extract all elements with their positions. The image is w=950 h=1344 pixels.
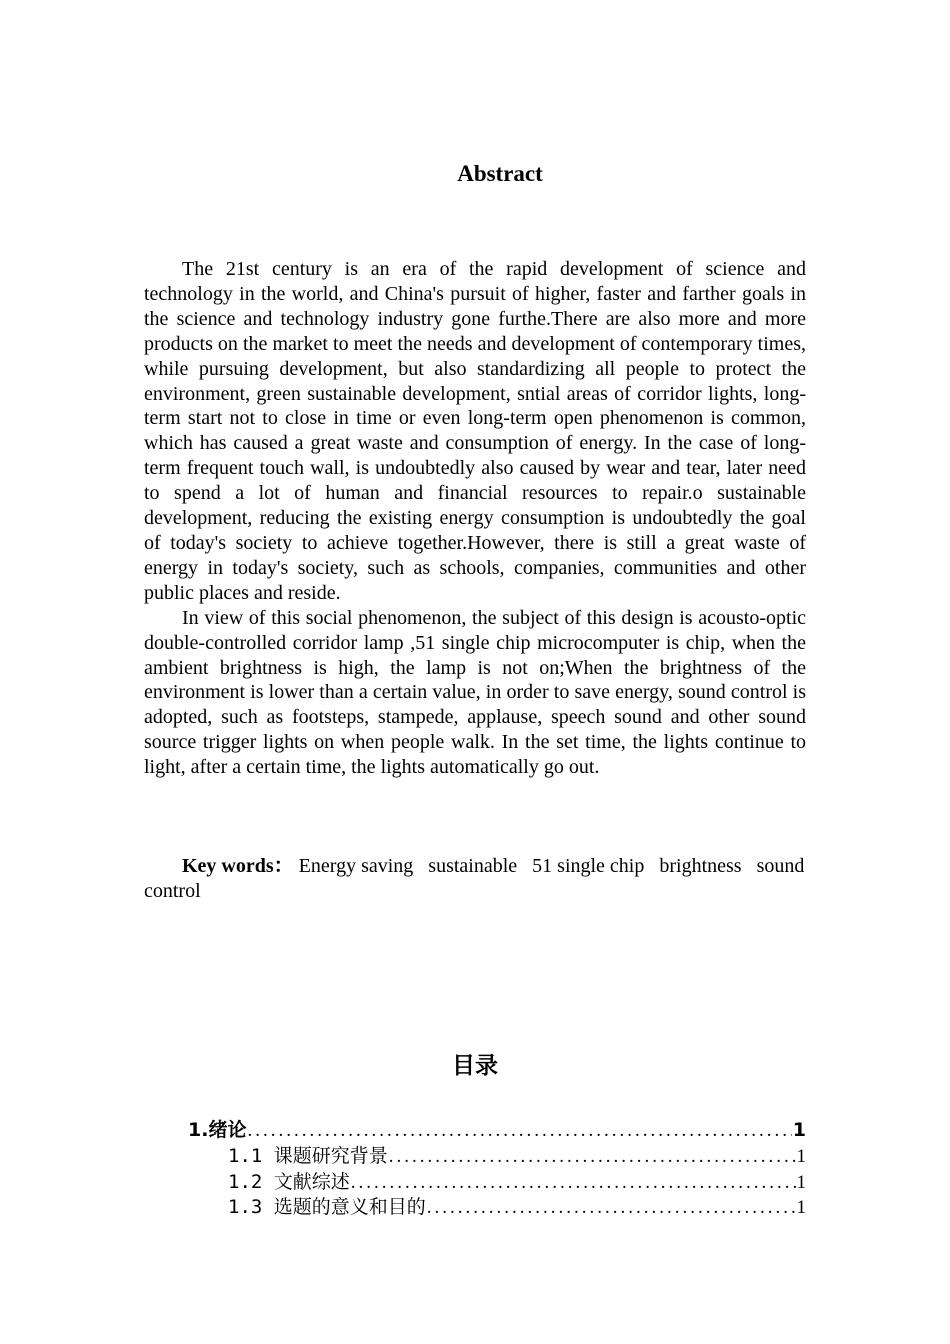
toc-entry[interactable] [188,1195,806,1221]
keyword-term: sound control [144,855,805,902]
keyword-term: Energy saving [298,855,414,877]
abstract-body [144,257,806,780]
table-of-contents [188,1118,806,1221]
keywords-label: Key words： [182,855,294,877]
abstract-paragraph-2: In view of this social phenomenon, the subject of this design is acousto-optic double-controlled corridor lamp ,51 single chip microcomputer is chip, when the ambient brightness is high, the lamp is not on;When the brightness of the environment is lower than a certain value, in order to save energy, sound control is adopted, such as footsteps, stampede, applause, speech sound and other sound source trigger lights on when people walk. In the set time, the lights continue to light, after a certain time, the lights automatically go out. [144,606,806,779]
toc-entry-page: 1 [796,1145,806,1167]
toc-entry[interactable] [188,1118,806,1144]
toc-entry-text: 1.绪论 [188,1119,247,1141]
keyword-term: brightness [659,855,742,877]
toc-entry-page: 1 [792,1119,806,1141]
keyword-term: sustainable [428,855,518,877]
keyword-term: 51 single chip [532,855,645,877]
toc-dot-leader [247,1119,791,1144]
toc-dot-leader [427,1196,796,1221]
toc-dot-leader [389,1145,796,1170]
toc-dot-leader [351,1171,796,1196]
toc-title: 目录 [452,1053,498,1079]
toc-entry[interactable] [188,1144,806,1170]
toc-entry-page: 1 [796,1171,806,1193]
abstract-paragraph-1: The 21st century is an era of the rapid development of science and technology in the world, and China's pursuit of higher, faster and farther goals in the science and technology industry gone furthe.There are also more and more products on the market to meet the needs and development of contemporary times, while pursuing development, but also standardizing all people to protect the environment, green sustainable development, sntial areas of corridor lights, long-term start not to close in time or even long-term open phenomenon is common, which has caused a great waste and consumption of energy. In the case of long-term frequent touch wall, is undoubtedly also caused by wear and tear, later need to spend a lot of human and financial resources to repair.o sustainable development, reducing the existing energy consumption is undoubtedly the goal of today's society to achieve together.However, there is still a great waste of energy in today's society, such as schools, companies, communities and other public places and reside. [144,258,806,604]
abstract-title: Abstract [457,161,543,186]
toc-entry-text: 1.1 课题研究背景 [228,1144,388,1167]
toc-entry[interactable] [188,1170,806,1196]
toc-entry-text: 1.2 文献综述 [228,1170,350,1193]
toc-entry-text: 1.3 选题的意义和目的 [228,1196,426,1219]
keywords-line [144,854,806,904]
toc-entry-page: 1 [796,1197,806,1219]
